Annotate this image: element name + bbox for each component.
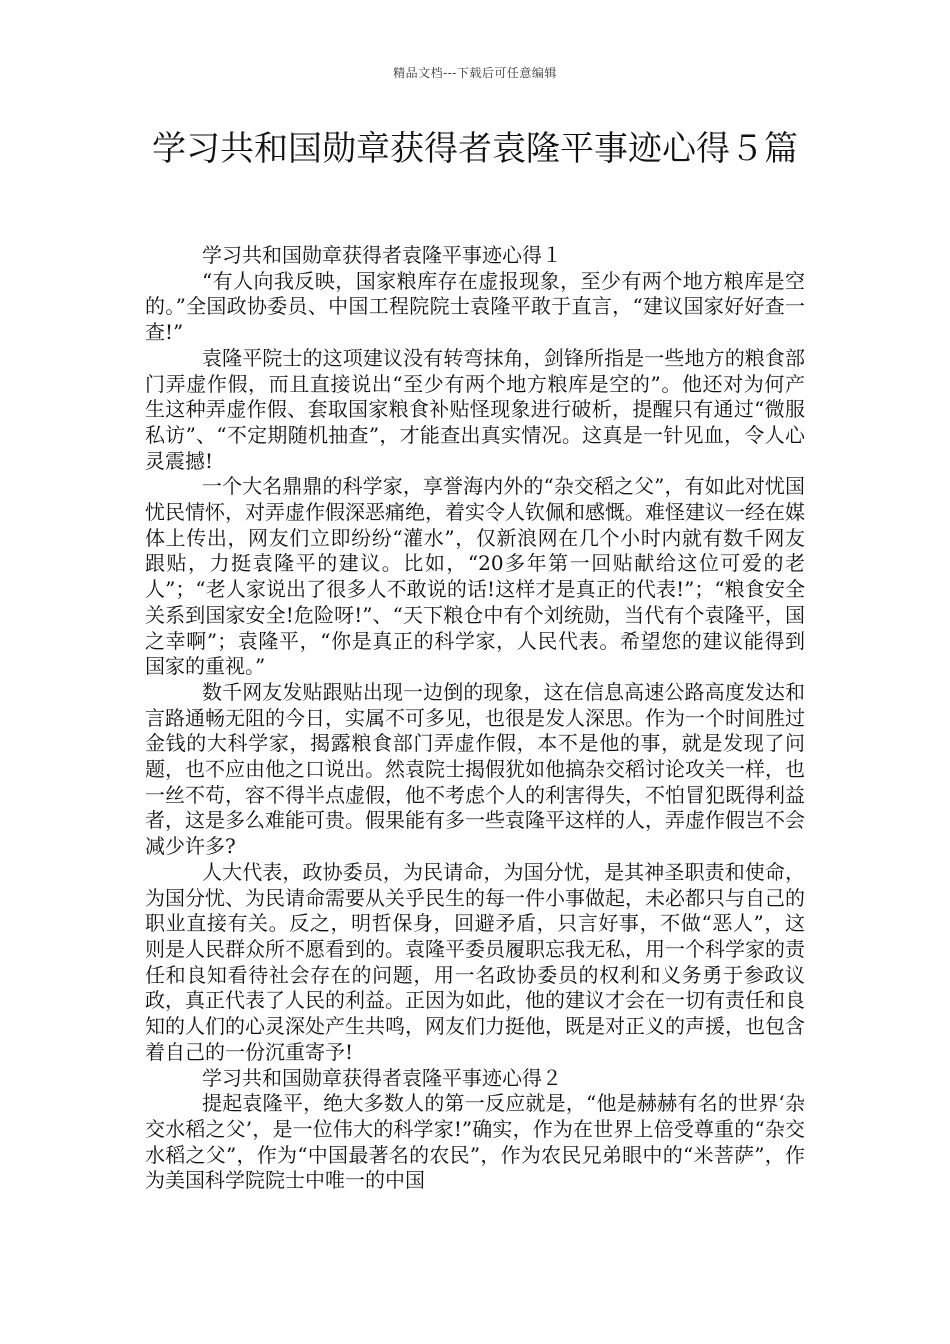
paragraph: 一个大名鼎鼎的科学家，享誉海内外的“杂交稻之父”，有如此对忧国忧民情怀，对弄虚作假深恶痛绝，着实令人钦佩和感慨。难怪建议一经在媒体上传出，网友们立即纷纷“灌水”，仅新浪网在几个小时内就有数千网友跟贴，力挺袁隆平的建议。比如，“20多年第一回贴献给这位可爱的老人”；“老人家说出了很多人不敢说的话!这样才是真正的代表!”；“粮食安全关系到国家安全!危险呀!”、“天下粮仓中有个刘统勋，当代有个袁隆平，国之幸啊”；袁隆平，“你是真正的科学家，人民代表。希望您的建议能得到国家的重视。” [145, 474, 805, 679]
paragraph: 提起袁隆平，绝大多数人的第一反应就是，“他是赫赫有名的世界‘杂交水稻之父’，是一位伟大的科学家!”确实，作为在世界上倍受尊重的“杂交水稻之父”，作为“中国最著名的农民”，作为农民兄弟眼中的“米菩萨”，作为美国科学院院士中唯一的中国 [145, 1091, 805, 1193]
paragraph: “有人向我反映，国家粮库存在虚报现象，至少有两个地方粮库是空的。”全国政协委员、中国工程院院士袁隆平敢于直言，“建议国家好好查一查!” [145, 268, 805, 345]
page-header: 精品文档---下载后可任意编辑 [393, 66, 557, 80]
document-body [145, 243, 805, 1194]
document-title: 学习共和国勋章获得者袁隆平事迹心得５篇 [152, 129, 798, 169]
paragraph: 数千网友发贴跟贴出现一边倒的现象，这在信息高速公路高度发达和言路通畅无阻的今日，实属不可多见，也很是发人深思。作为一个时间胜过金钱的大科学家，揭露粮食部门弄虚作假，本不是他的事，就是发现了问题，也不应由他之口说出。然袁院士揭假犹如他搞杂交稻讨论攻关一样，也一丝不苟，容不得半点虚假，他不考虑个人的利害得失，不怕冒犯既得利益者，这是多么难能可贵。假果能有多一些袁隆平这样的人，弄虚作假岂不会减少许多? [145, 679, 805, 859]
section-heading-1: 学习共和国勋章获得者袁隆平事迹心得１ [202, 243, 562, 267]
section-heading-2: 学习共和国勋章获得者袁隆平事迹心得２ [202, 1065, 562, 1090]
paragraph: 人大代表，政协委员，为民请命，为国分忧，是其神圣职责和使命，为国分忧、为民请命需要从关乎民生的每一件小事做起，未必都只与自己的职业直接有关。反之，明哲保身，回避矛盾，只言好事，不做“恶人”，这则是人民群众所不愿看到的。袁隆平委员履职忘我无私，用一个科学家的责任和良知看待社会存在的问题，用一名政协委员的权利和义务勇于参政议政，真正代表了人民的利益。正因为如此，他的建议才会在一切有责任和良知的人们的心灵深处产生共鸣，网友们力挺他，既是对正义的声援，也包含着自己的一份沉重寄予! [145, 859, 805, 1064]
paragraph: 袁隆平院士的这项建议没有转弯抹角，剑锋所指是一些地方的粮食部门弄虚作假，而且直接说出“至少有两个地方粮库是空的”。他还对为何产生这种弄虚作假、套取国家粮食补贴怪现象进行破析，提醒只有通过“微服私访”、“不定期随机抽查”，才能查出真实情况。这真是一针见血，令人心灵震撼! [145, 345, 805, 473]
